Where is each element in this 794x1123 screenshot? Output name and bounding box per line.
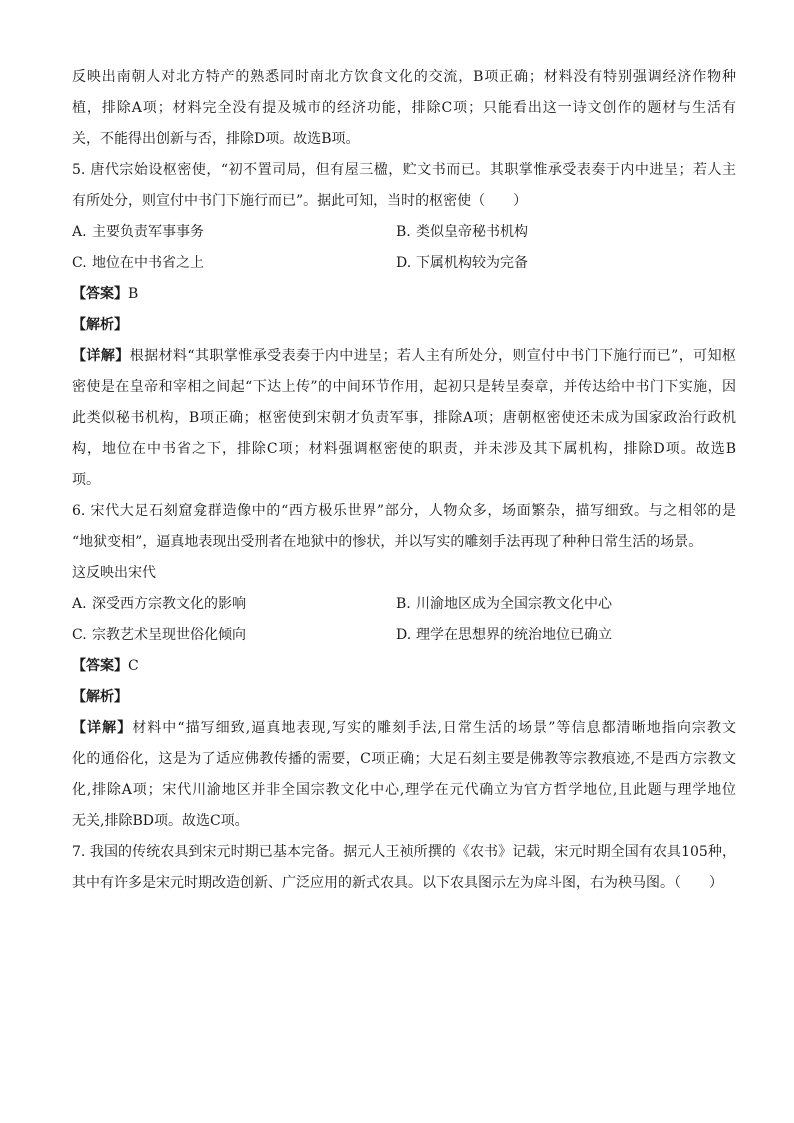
question-7 — [72, 837, 736, 899]
document-page — [72, 62, 736, 899]
answer-label: 【答案】 — [72, 658, 128, 674]
option-a — [72, 589, 396, 620]
option-letter: D. — [396, 255, 412, 271]
text-line: 植，排除A项；材料完全没有提及城市的经济功能，排除C项；只能看出这一诗文创作的题材与生活有 — [72, 100, 736, 116]
answer-value: C — [128, 658, 139, 674]
question-5 — [72, 155, 736, 496]
analysis-heading — [72, 682, 736, 713]
text-line: 关，不能得出创新与否，排除D项。故选B项。 — [72, 131, 360, 147]
options-row — [72, 217, 736, 248]
detail-label: 【详解】 — [72, 720, 133, 736]
option-text: 深受西方宗教文化的影响 — [92, 596, 246, 612]
answer-line — [72, 651, 736, 682]
detail-line: 项。 — [72, 472, 100, 488]
analysis-heading — [72, 310, 736, 341]
detail-text: 材料中“描写细致,逼真地表现,写实的雕刻手法,日常生活的场景”等信息都清晰地指向宗教文 — [132, 720, 736, 736]
answer-value: B — [128, 286, 139, 302]
options-row — [72, 620, 736, 651]
answer-line — [72, 279, 736, 310]
detail-line: 无关,排除BD项。故选C项。 — [72, 813, 249, 829]
option-text: 类似皇帝秘书机构 — [416, 224, 528, 240]
detail-line: 化的通俗化，这是为了适应佛教传播的需要，C项正确；大足石刻主要是佛教等宗教痕迹,不是西方宗教文 — [72, 751, 736, 767]
detail-text: 根据材料“其职掌惟承受表奏于内中进呈；若人主有所处分，则宣付中书门下施行而已”，可知枢 — [129, 348, 736, 364]
question-stem-line: 有所处分，则宣付中书门下施行而已”。据此可知，当时的枢密使（ ） — [72, 193, 528, 209]
detail-line: 密使是在皇帝和宰相之间起“下达上传”的中间环节作用，起初只是转呈奏章，并传达给中书门下实施，因 — [72, 379, 736, 395]
question-stem-line: 7. 我国的传统农具到宋元时期已基本完备。据元人王祯所撰的《农书》记载，宋元时期全国有农具105种， — [72, 844, 736, 860]
detail-line: 此类似秘书机构，B项正确；枢密使到宋朝才负责军事，排除A项；唐朝枢密使还未成为国家政治行政机 — [72, 410, 736, 426]
options-row — [72, 589, 736, 620]
option-text: 川渝地区成为全国宗教文化中心 — [416, 596, 612, 612]
detail-line: 化,排除A项；宋代川渝地区并非全国宗教文化中心,理学在元代确立为官方哲学地位,且此题与理学地位 — [72, 782, 736, 798]
option-letter: D. — [396, 627, 412, 643]
text-line: 反映出南朝人对北方特产的熟悉同时南北方饮食文化的交流，B项正确；材料没有特别强调经济作物种 — [72, 69, 736, 85]
option-letter: B. — [396, 224, 411, 240]
detail-line — [72, 713, 736, 744]
question-6 — [72, 496, 736, 837]
analysis-label: 【解析】 — [72, 689, 128, 705]
option-b — [396, 217, 720, 248]
analysis-label: 【解析】 — [72, 317, 128, 333]
option-letter: B. — [396, 596, 411, 612]
question-stem-line: 5. 唐代宗始设枢密使，“初不置司局，但有屋三楹，贮文书而已。其职掌惟承受表奏于内中进呈；若人主 — [72, 162, 736, 178]
option-d — [396, 620, 720, 651]
options-row — [72, 248, 736, 279]
option-letter: C. — [72, 255, 87, 271]
question-stem-line: 这反映出宋代 — [72, 565, 156, 581]
option-text: 宗教艺术呈现世俗化倾向 — [92, 627, 246, 643]
option-text: 下属机构较为完备 — [416, 255, 528, 271]
option-letter: A. — [72, 224, 87, 240]
question-stem-line: “地狱变相”，逼真地表现出受刑者在地狱中的惨状，并以写实的雕刻手法再现了种种日常生活的场景。 — [72, 534, 703, 550]
option-letter: A. — [72, 596, 87, 612]
answer-label: 【答案】 — [72, 286, 128, 302]
detail-line — [72, 341, 736, 372]
question-stem-line: 6. 宋代大足石刻窟龛群造像中的“西方极乐世界”部分，人物众多，场面繁杂，描写细致。与之相邻的是 — [72, 503, 736, 519]
option-d — [396, 248, 720, 279]
option-c — [72, 620, 396, 651]
previous-explanation — [72, 62, 736, 155]
option-letter: C. — [72, 627, 87, 643]
option-text: 地位在中书省之上 — [92, 255, 204, 271]
detail-line: 构，地位在中书省之下，排除C项；材料强调枢密使的职责，并未涉及其下属机构，排除D项。故选B — [72, 441, 736, 457]
option-text: 理学在思想界的统治地位已确立 — [416, 627, 612, 643]
question-stem-line: 其中有许多是宋元时期改造创新、广泛应用的新式农具。以下农具图示左为戽斗图，右为秧马图。（ ） — [72, 875, 723, 891]
option-a — [72, 217, 396, 248]
option-b — [396, 589, 720, 620]
detail-label: 【详解】 — [72, 348, 130, 364]
option-text: 主要负责军事事务 — [92, 224, 204, 240]
option-c — [72, 248, 396, 279]
